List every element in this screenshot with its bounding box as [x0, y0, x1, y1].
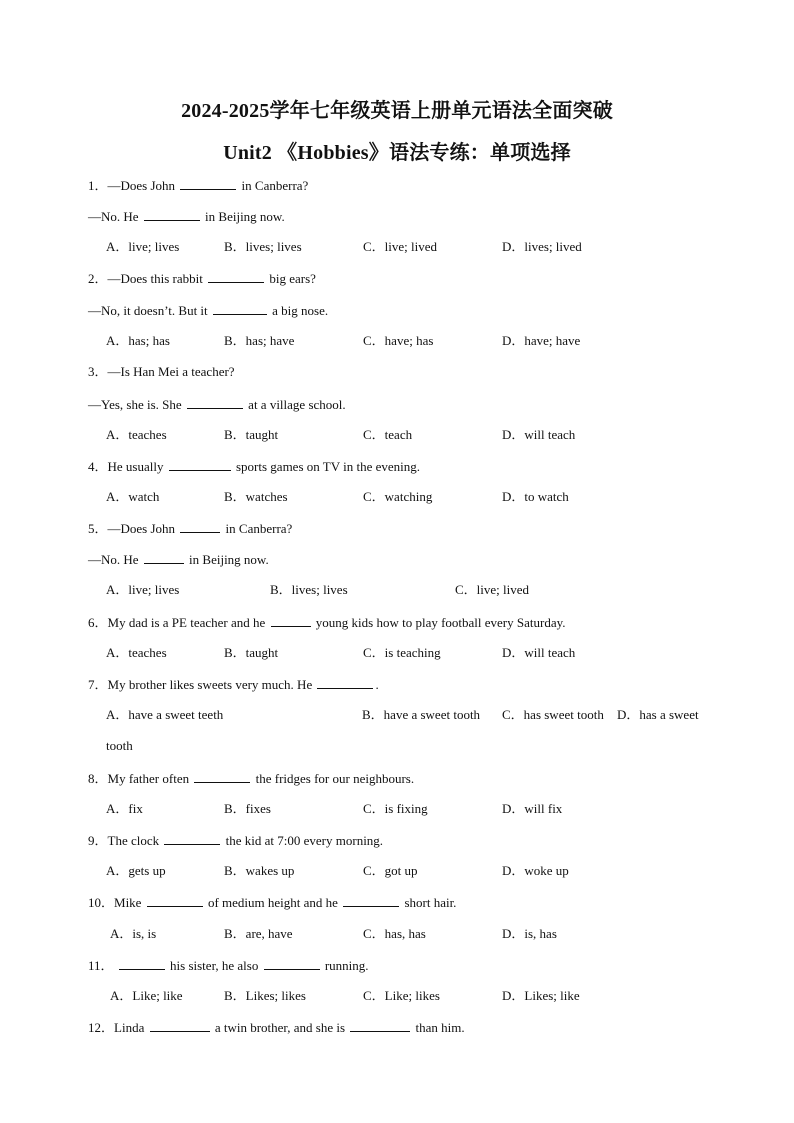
- option-d: D．to watch: [502, 489, 569, 504]
- worksheet-subtitle: Unit2 《Hobbies》语法专练：单项选择: [223, 142, 571, 164]
- option-b: B．watches: [224, 489, 288, 504]
- question-9: 9．The clock the kid at 7:00 every morning.: [88, 833, 384, 848]
- answer-blank: [213, 302, 267, 315]
- option-b: B．are, have: [224, 926, 293, 941]
- answer-blank: [144, 551, 184, 564]
- option-d: D．will teach: [502, 427, 576, 442]
- option-a: A．teaches: [106, 645, 167, 660]
- option-a: A．live; lives: [106, 239, 180, 254]
- answer-blank: [144, 208, 200, 221]
- answer-blank: [180, 177, 236, 190]
- option-d: D．will teach: [502, 645, 576, 660]
- answer-blank: [271, 614, 311, 627]
- option-c: C．has, has: [363, 926, 426, 941]
- option-a: A．live; lives: [106, 582, 180, 597]
- option-a: A．is, is: [110, 926, 157, 941]
- option-a: A．Like; like: [110, 988, 183, 1003]
- option-d: D．has a sweet: [617, 707, 699, 722]
- answer-blank: [150, 1019, 210, 1032]
- option-d: D．lives; lived: [502, 239, 582, 254]
- option-c: C．watching: [363, 489, 433, 504]
- question-10: 10．Mike of medium height and he short hair.: [88, 895, 457, 910]
- option-c: C．have; has: [363, 333, 434, 348]
- question-2-reply: —No, it doesn’t. But it a big nose.: [88, 303, 329, 318]
- question-12: 12．Linda a twin brother, and she is than him.: [88, 1020, 465, 1035]
- answer-blank: [187, 396, 243, 409]
- question-8: 8．My father often the fridges for our neighbours.: [88, 771, 415, 786]
- option-d: D．Likes; like: [502, 988, 580, 1003]
- question-3: 3．—Is Han Mei a teacher?: [88, 364, 235, 379]
- option-d-wrap: tooth: [106, 738, 133, 753]
- option-c: C．Like; likes: [363, 988, 440, 1003]
- option-a: A．gets up: [106, 863, 166, 878]
- option-d: D．have; have: [502, 333, 581, 348]
- option-c: C．live; lived: [363, 239, 438, 254]
- option-b: B．taught: [224, 427, 279, 442]
- option-a: A．has; has: [106, 333, 170, 348]
- option-b: B．have a sweet tooth: [362, 707, 481, 722]
- option-b: B．has; have: [224, 333, 295, 348]
- answer-blank: [264, 957, 320, 970]
- option-d: D．will fix: [502, 801, 563, 816]
- option-b: B．wakes up: [224, 863, 295, 878]
- option-b: B．taught: [224, 645, 279, 660]
- answer-blank: [147, 894, 203, 907]
- question-1: 1．—Does John in Canberra?: [88, 178, 309, 193]
- answer-blank: [208, 270, 264, 283]
- question-6: 6．My dad is a PE teacher and he young kids how to play football every Saturday.: [88, 615, 566, 630]
- option-c: C．teach: [363, 427, 413, 442]
- option-d: D．woke up: [502, 863, 569, 878]
- option-d: D．is, has: [502, 926, 557, 941]
- answer-blank: [164, 832, 220, 845]
- worksheet-title: 2024-2025学年七年级英语上册单元语法全面突破: [181, 100, 613, 122]
- option-b: B．Likes; likes: [224, 988, 306, 1003]
- answer-blank: [119, 957, 165, 970]
- answer-blank: [180, 520, 220, 533]
- option-a: A．watch: [106, 489, 160, 504]
- question-7: 7．My brother likes sweets very much. He .: [88, 677, 379, 692]
- option-a: A．fix: [106, 801, 143, 816]
- option-b: B．fixes: [224, 801, 271, 816]
- question-3-reply: —Yes, she is. She at a village school.: [88, 397, 346, 412]
- option-b: B．lives; lives: [224, 239, 302, 254]
- option-c: C．got up: [363, 863, 418, 878]
- answer-blank: [350, 1019, 410, 1032]
- question-11: 11． his sister, he also running.: [88, 958, 369, 973]
- option-c: C．live; lived: [455, 582, 530, 597]
- option-c: C．is teaching: [363, 645, 441, 660]
- option-c: C．is fixing: [363, 801, 428, 816]
- question-5-reply: —No. He in Beijing now.: [88, 552, 269, 567]
- option-b: B．lives; lives: [270, 582, 348, 597]
- answer-blank: [343, 894, 399, 907]
- question-5: 5．—Does John in Canberra?: [88, 521, 293, 536]
- option-a: A．have a sweet teeth: [106, 707, 224, 722]
- question-2: 2．—Does this rabbit big ears?: [88, 271, 316, 286]
- question-1-reply: —No. He in Beijing now.: [88, 209, 285, 224]
- answer-blank: [169, 458, 231, 471]
- question-4: 4．He usually sports games on TV in the evening.: [88, 459, 421, 474]
- option-a: A．teaches: [106, 427, 167, 442]
- answer-blank: [317, 676, 373, 689]
- option-c: C．has sweet tooth: [502, 707, 604, 722]
- answer-blank: [194, 770, 250, 783]
